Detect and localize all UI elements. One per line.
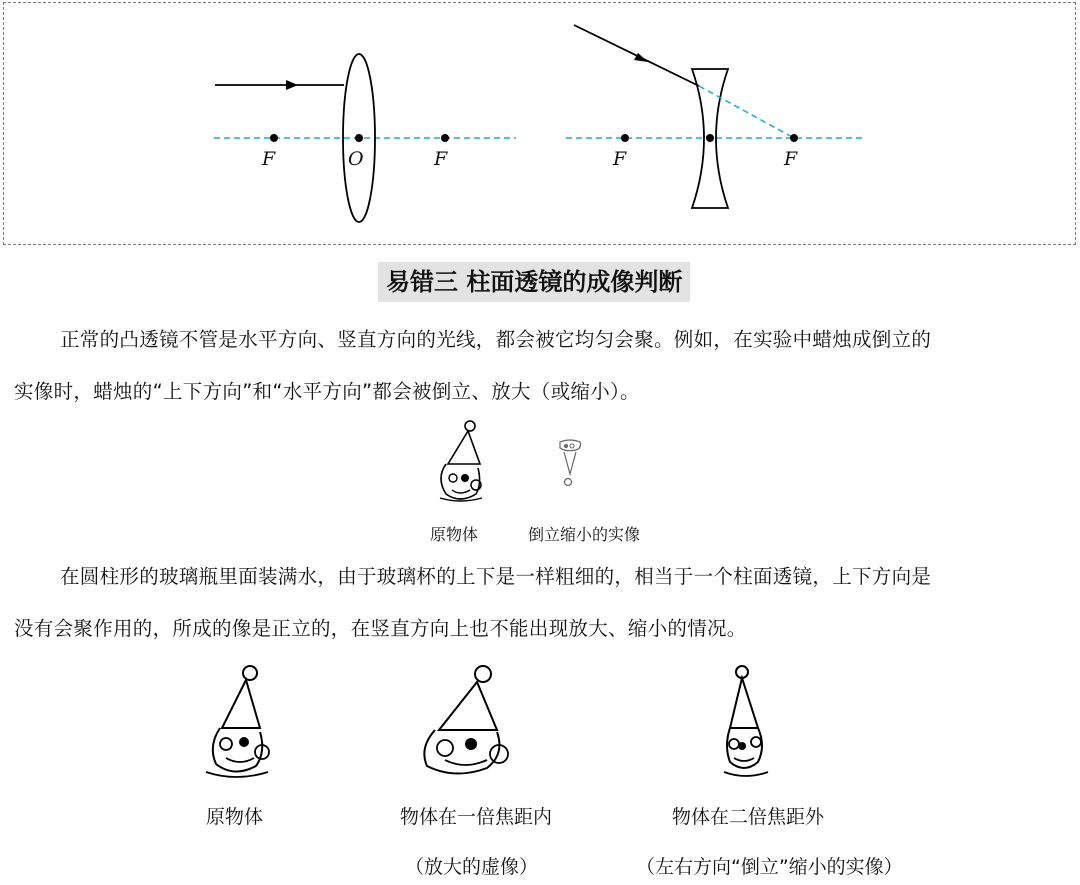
lens-diagram-box	[3, 2, 1076, 245]
label-f-left: F	[262, 148, 276, 170]
original-object-image	[430, 418, 500, 508]
label-f-right: F	[784, 148, 798, 170]
paragraph-line: 实像时，蜡烛的“上下方向”和“水平方向”都会被倒立、放大（或缩小）。	[14, 380, 640, 403]
label-o: O	[348, 148, 364, 170]
concave-lens-diagram	[566, 25, 866, 208]
magnified-virtual-image	[415, 662, 517, 784]
paragraph-line: 正常的凸透镜不管是水平方向、竖直方向的光线，都会被它均匀会聚。例如，在实验中蜡烛成倒立的	[60, 328, 932, 351]
laterally-inverted-image	[720, 662, 776, 782]
extension-line	[699, 86, 794, 138]
original-object-image	[202, 662, 278, 782]
figure2-caption-original: 原物体	[206, 806, 264, 828]
paragraph-line: 在圆柱形的玻璃瓶里面装满水，由于玻璃杯的上下是一样粗细的，相当于一个柱面透镜，上下方向是	[60, 565, 932, 588]
inverted-small-image	[552, 438, 588, 490]
incident-ray	[574, 25, 699, 86]
figure2-sub-beyond-2f: （左右方向“倒立”缩小的实像）	[636, 856, 903, 878]
figure1-caption-original: 原物体	[430, 525, 479, 544]
focus-point-left	[621, 134, 629, 142]
convex-lens-diagram	[214, 54, 516, 222]
figure2-caption-beyond-2f: 物体在二倍焦距外	[672, 806, 825, 828]
focus-point-right	[790, 134, 798, 142]
optical-center-point	[355, 134, 363, 142]
optical-center-point	[706, 134, 714, 142]
label-f-right: F	[434, 148, 448, 170]
focus-point-right	[441, 134, 449, 142]
figure1-caption-inverted: 倒立缩小的实像	[528, 525, 641, 544]
paragraph-line: 没有会聚作用的，所成的像是正立的，在竖直方向上也不能出现放大、缩小的情况。	[14, 617, 747, 640]
paragraph-2	[14, 551, 1076, 655]
figure2-sub-within-focal: （放大的虚像）	[405, 856, 539, 878]
ray-arrow	[286, 80, 298, 90]
section-title: 易错三 柱面透镜的成像判断	[378, 262, 690, 302]
paragraph-1	[14, 314, 1076, 418]
focus-point-left	[270, 134, 278, 142]
figure2-caption-within-focal: 物体在一倍焦距内	[400, 806, 553, 828]
label-f-left: F	[613, 148, 627, 170]
lens-diagram	[4, 3, 1077, 246]
